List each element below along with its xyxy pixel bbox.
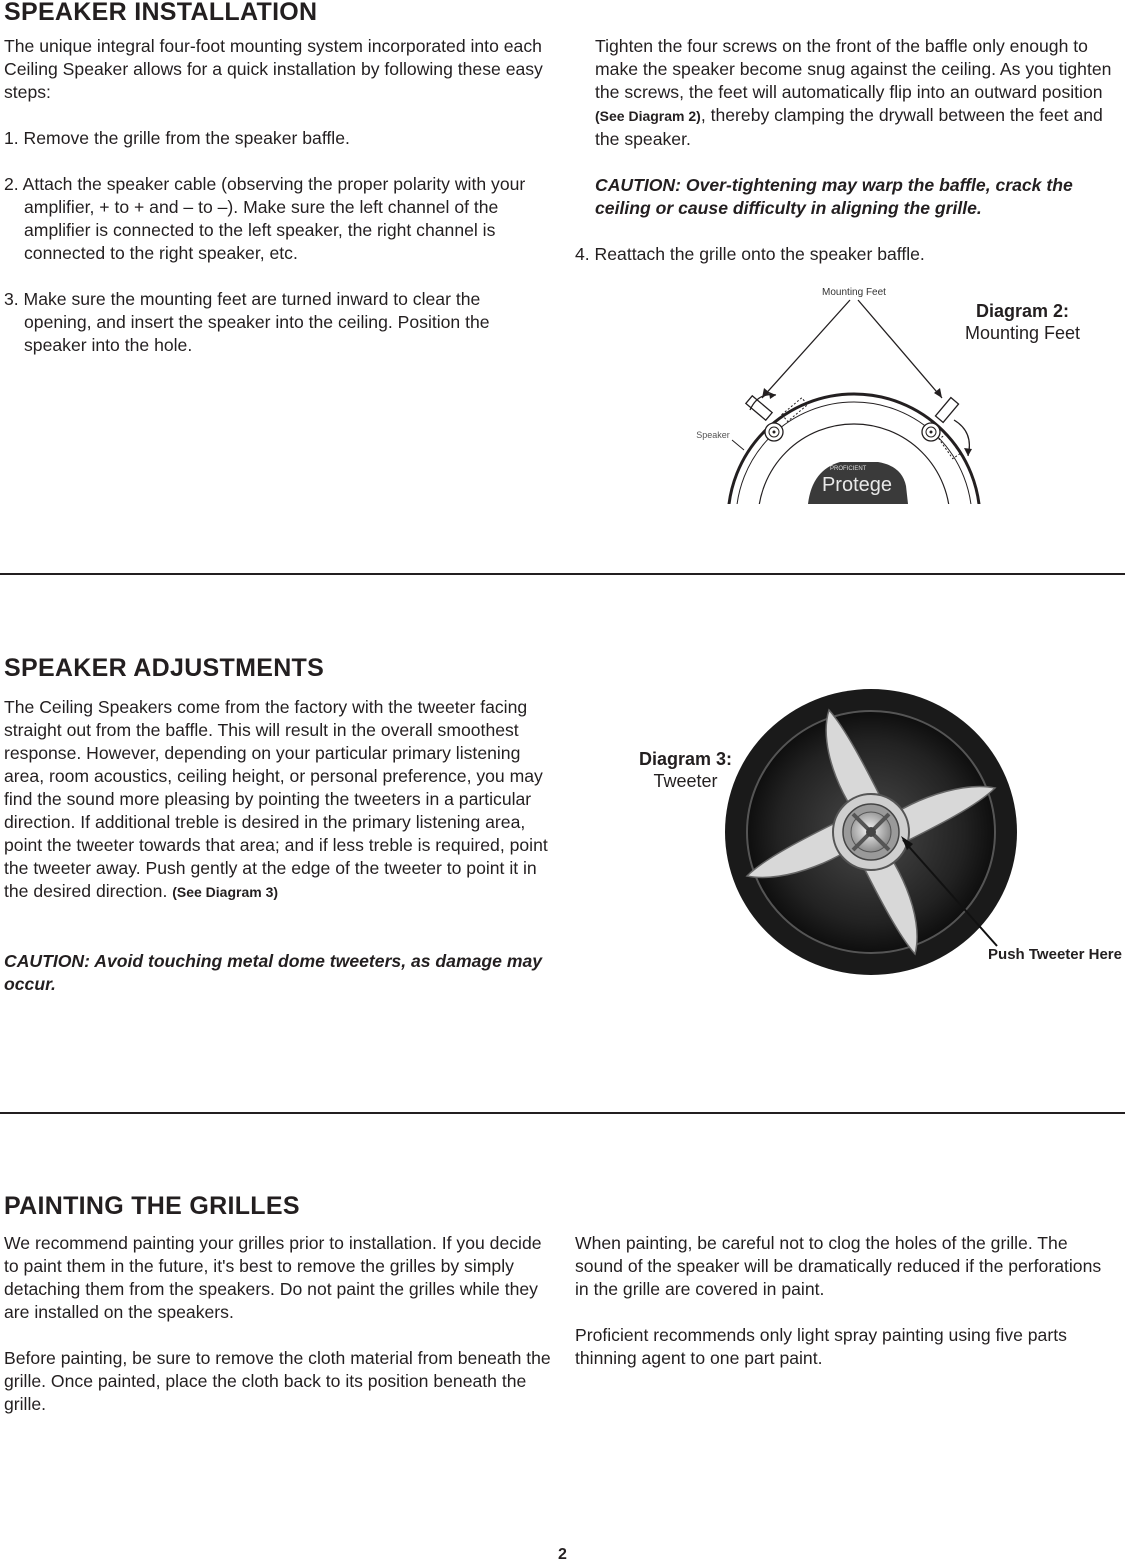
screw-right-center [930,431,933,434]
installation-left-column [4,35,552,357]
adjustments-body-text: The Ceiling Speakers come from the factory with the tweeter facing straight out from the baffle. This will result in the overall smoothest response. However, depending on your particular primary listening area, room acoustics, ceiling height, or personal preference, you may find the sound more pleasing by pointing the tweeters in a particular direction. If additional treble is desired in the primary listening area, point the tweeter towards that area; and if less treble is required, point the tweeter away. Push gently at the edge of the tweeter to point it in the desired direction. [4,697,548,901]
adjustments-heading: SPEAKER ADJUSTMENTS [4,654,325,682]
page-number: 2 [558,1546,567,1563]
section-divider-1 [0,573,1125,575]
brand-small-text: PROFICIENT [830,466,867,472]
diagram-2-mounting-feet-illustration [680,280,1000,510]
installation-caution: CAUTION: Over-tightening may warp the baffle, crack the ceiling or cause difficulty in aligning the grille. [595,175,1073,218]
painting-paragraph-4: Proficient recommends only light spray painting using five parts thinning agent to one part paint. [575,1325,1067,1368]
leader-line-right [858,300,942,398]
painting-right-column [575,1232,1105,1370]
speaker-label: Speaker [696,430,730,440]
installation-step-3: 3. Make sure the mounting feet are turned inward to clear the opening, and insert the speaker into the ceiling. Position the speaker into the hole. [4,289,490,355]
section-divider-2 [0,1112,1125,1114]
adjustments-column [4,696,552,996]
speaker-leader-line [732,440,744,450]
mounting-foot-right [935,398,958,423]
diagram-2-title: Diagram 2: [975,301,1070,321]
step-3-text: Tighten the four screws on the front of the baffle only enough to make the speaker become snug against the ceiling. As you tighten the screws, the feet will automatically flip into an outward position [595,36,1112,102]
mounting-feet-label: Mounting Feet [822,287,886,298]
step-3-text-end: , thereby clamping the drywall between the feet and the speaker. [595,105,1103,149]
screw-left-center [773,431,776,434]
installation-right-column [575,35,1125,266]
tweeter-center [866,827,876,837]
see-diagram-2-ref: (See Diagram 2) [595,108,701,124]
see-diagram-3-ref: (See Diagram 3) [172,884,279,900]
installation-heading: SPEAKER INSTALLATION [4,0,318,26]
rotation-arrowhead-left [769,392,776,399]
rotation-arrowhead-right [964,448,972,456]
diagram-2-subtitle: Mounting Feet [964,323,1081,343]
installation-intro: The unique integral four-foot mounting system incorporated into each Ceiling Speaker allows for a quick installation by following these easy steps: [4,36,543,102]
painting-heading: PAINTING THE GRILLES [4,1192,300,1220]
diagram-3-tweeter-illustration [725,688,1025,978]
adjustments-caution: CAUTION: Avoid touching metal dome tweeters, as damage may occur. [4,951,543,994]
mounting-foot-left [746,396,772,420]
installation-step-3-continued [575,35,1125,151]
installation-step-4: 4. Reattach the grille onto the speaker baffle. [575,244,925,264]
diagram-3-subtitle: Tweeter [653,771,718,791]
painting-paragraph-2: Before painting, be sure to remove the cloth material from beneath the grille. Once painted, place the cloth back to its position beneath the grille. [4,1348,551,1414]
diagram-3-title: Diagram 3: [638,749,733,769]
painting-paragraph-3: When painting, be careful not to clog the holes of the grille. The sound of the speaker will be dramatically reduced if the perforations in the grille are covered in paint. [575,1233,1102,1299]
painting-left-column [4,1232,552,1416]
installation-step-2: 2. Attach the speaker cable (observing the proper polarity with your amplifier, + to + and – to –). Make sure the left channel of the amplifier is connected to the left speaker, the right channel is connected to the right speaker, etc. [4,174,526,263]
leader-line-left [762,300,850,398]
installation-step-1: 1. Remove the grille from the speaker baffle. [4,128,350,148]
painting-paragraph-1: We recommend painting your grilles prior to installation. If you decide to paint them in the future, it's best to remove the grilles by simply detaching them from the speakers. Do not paint the grilles while they are installed on the speakers. [4,1233,542,1322]
push-tweeter-label: Push Tweeter Here [988,946,1122,963]
brand-logo-text: Protege [821,474,893,496]
adjustments-body [4,696,552,904]
